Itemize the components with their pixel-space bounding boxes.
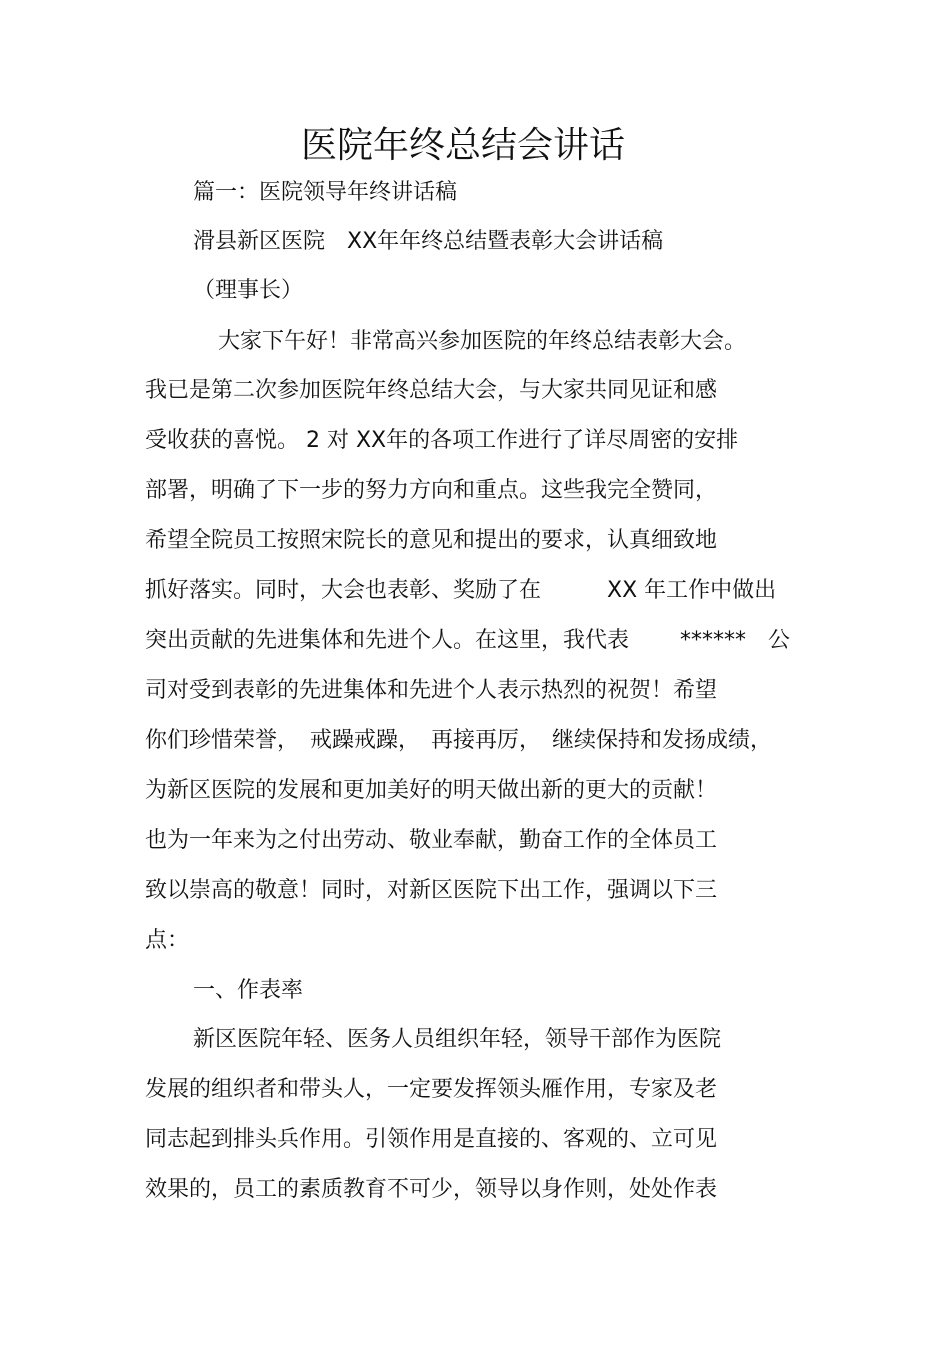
paragraph-line: 抓好落实。同时，大会也表彰、奖励了在 XX 年工作中做出 — [145, 578, 777, 603]
paragraph-line: 也为一年来为之付出劳动、敬业奉献，勤奋工作的全体员工 — [145, 828, 718, 853]
paragraph-line: 我已是第二次参加医院年终总结大会，与大家共同见证和感 — [145, 378, 718, 403]
paragraph-line: 希望全院员工按照宋院长的意见和提出的要求，认真细致地 — [145, 528, 718, 553]
paragraph-line: 新区医院年轻、医务人员组织年轻，领导干部作为医院 — [193, 1027, 722, 1052]
speaker-role: （理事长） — [193, 278, 304, 303]
document-title: 医院年终总结会讲话 — [300, 125, 625, 166]
paragraph-line: 大家下午好！非常高兴参加医院的年终总结表彰大会。 — [218, 329, 747, 354]
paragraph-line: 突出贡献的先进集体和先进个人。在这里，我代表 ****** 公 — [145, 628, 790, 653]
paragraph-line: 发展的组织者和带头人，一定要发挥领头雁作用，专家及老 — [145, 1077, 718, 1102]
paragraph-line: 为新区医院的发展和更加美好的明天做出新的更大的贡献！ — [145, 778, 718, 803]
paragraph-line: 你们珍惜荣誉， 戒躁戒躁， 再接再厉， 继续保持和发扬成绩， — [145, 728, 773, 753]
subsection-heading: 一、作表率 — [193, 978, 304, 1003]
paragraph-line: 效果的，员工的素质教育不可少，领导以身作则，处处作表 — [145, 1177, 718, 1202]
paragraph-line: 同志起到排头兵作用。引领作用是直接的、客观的、立可见 — [145, 1127, 718, 1152]
paragraph-line: 部署，明确了下一步的努力方向和重点。这些我完全赞同， — [145, 478, 718, 503]
paragraph-line: 点： — [145, 928, 190, 953]
speech-heading: 滑县新区医院 XX年年终总结暨表彰大会讲话稿 — [193, 229, 664, 254]
paragraph-line: 受收获的喜悦。 2 对 XX年的各项工作进行了详尽周密的安排 — [145, 428, 739, 453]
paragraph-line: 致以崇高的敬意！同时，对新区医院下出工作，强调以下三 — [145, 878, 718, 903]
section-heading: 篇一：医院领导年终讲话稿 — [193, 180, 458, 205]
paragraph-line: 司对受到表彰的先进集体和先进个人表示热烈的祝贺！希望 — [145, 678, 718, 703]
